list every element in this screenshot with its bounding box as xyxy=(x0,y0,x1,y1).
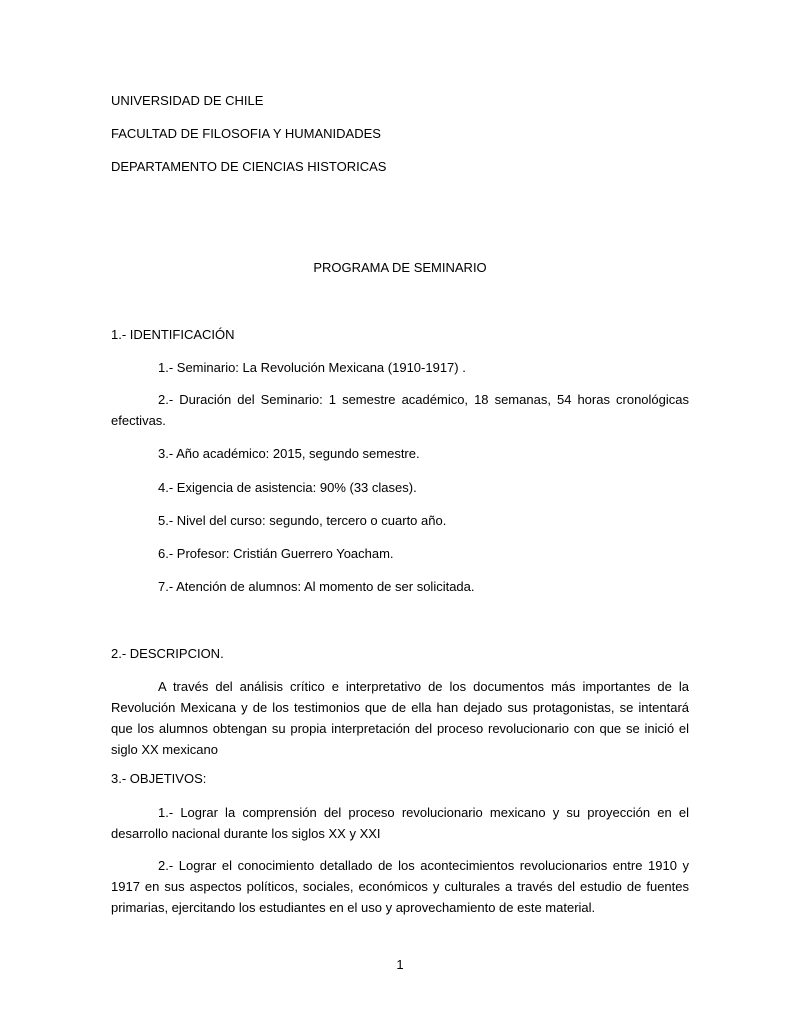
identificacion-item: 7.- Atención de alumnos: Al momento de ser solicitada. xyxy=(158,579,475,594)
page-number: 1 xyxy=(396,957,404,972)
identificacion-item: 1.- Seminario: La Revolución Mexicana (1910-1917) . xyxy=(158,360,466,375)
document-title: PROGRAMA DE SEMINARIO xyxy=(313,260,487,275)
department-name: DEPARTAMENTO DE CIENCIAS HISTORICAS xyxy=(111,159,387,174)
identificacion-item: 5.- Nivel del curso: segundo, tercero o cuarto año. xyxy=(158,513,447,528)
faculty-name: FACULTAD DE FILOSOFIA Y HUMANIDADES xyxy=(111,126,381,141)
objetivo-item: 1.- Lograr la comprensión del proceso revolucionario mexicano y su proyección en el desarrollo nacional durante los siglos XX y XXI xyxy=(111,805,689,841)
section-heading-identificacion: 1.- IDENTIFICACIÓN xyxy=(111,327,235,342)
identificacion-item: 6.- Profesor: Cristián Guerrero Yoacham. xyxy=(158,546,394,561)
objetivo-item: 2.- Lograr el conocimiento detallado de los acontecimientos revolucionarios entre 1910 y 1917 en sus aspectos políticos, sociales, económicos y culturales a través del estudio de fuentes primarias, ejercitando los estudiantes en el uso y aprovechamiento de este material. xyxy=(111,858,689,915)
section-heading-objetivos: 3.- OBJETIVOS: xyxy=(111,771,207,786)
identificacion-item: 4.- Exigencia de asistencia: 90% (33 clases). xyxy=(158,480,417,495)
university-name: UNIVERSIDAD DE CHILE xyxy=(111,93,264,108)
section-heading-descripcion: 2.- DESCRIPCION. xyxy=(111,646,224,661)
identificacion-item: 2.- Duración del Seminario: 1 semestre académico, 18 semanas, 54 horas cronológicas efectivas. xyxy=(111,392,689,428)
identificacion-item: 3.- Año académico: 2015, segundo semestre. xyxy=(158,446,420,461)
descripcion-paragraph: A través del análisis crítico e interpretativo de los documentos más importantes de la Revolución Mexicana y de los testimonios que de ella han dejado sus protagonistas, se intentará que los alumnos obtengan su propia interpretación del proceso revolucionario con que se inició el siglo XX mexicano xyxy=(111,679,689,757)
